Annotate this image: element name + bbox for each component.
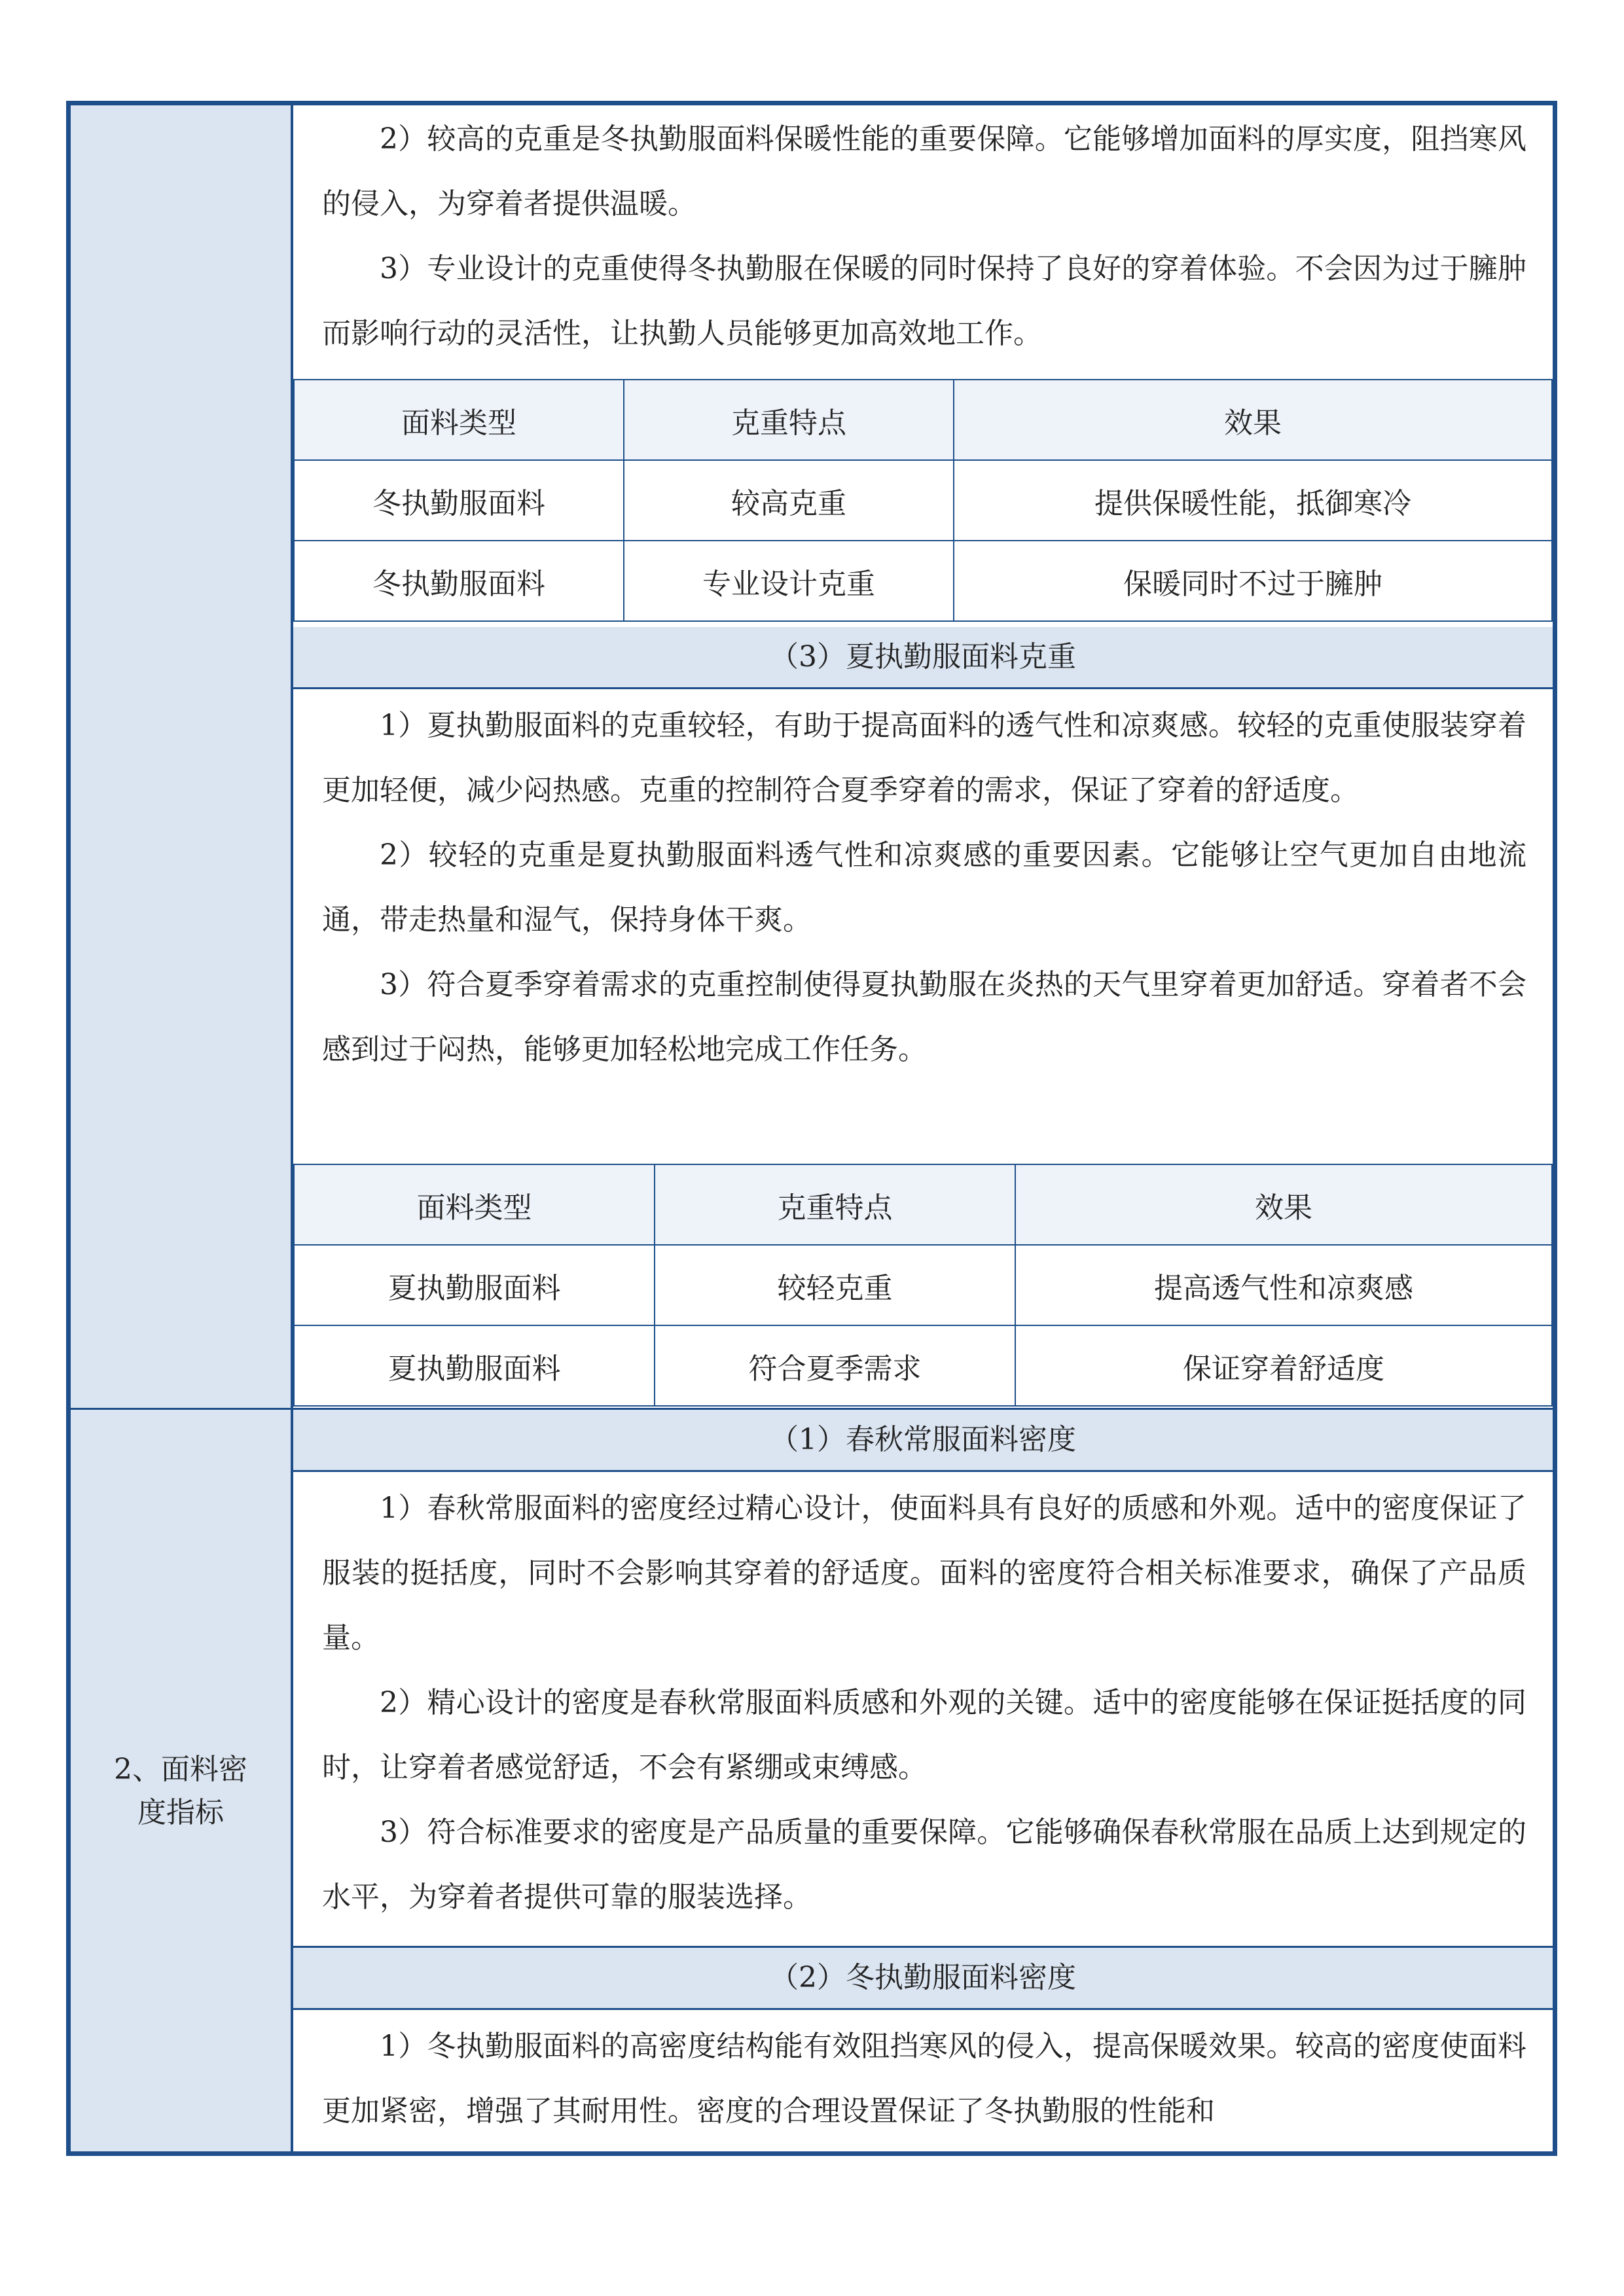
table-cell: 符合夏季需求 <box>655 1325 1015 1406</box>
paragraph: 1）春秋常服面料的密度经过精心设计，使面料具有良好的质感和外观。适中的密度保证了服装的挺括度，同时不会影响其穿着的舒适度。面料的密度符合相关标准要求，确保了产品质量。 <box>322 1492 1526 1655</box>
divider-line <box>293 2008 1553 2010</box>
right-content-column <box>293 105 1553 2151</box>
paragraph: 3）专业设计的克重使得冬执勤服在保暖的同时保持了良好的穿着体验。不会因为过于臃肿而影响行动的灵活性，让执勤人员能够更加高效地工作。 <box>322 252 1526 350</box>
row-label-line-1: 2、面料密 <box>114 1753 247 1786</box>
table-cell: 夏执勤服面料 <box>294 1325 655 1406</box>
table-cell: 提高透气性和凉爽感 <box>1015 1245 1552 1325</box>
table-row <box>294 1245 1552 1325</box>
table-header-row <box>294 1164 1552 1245</box>
row-divider <box>71 1408 293 1410</box>
paragraph: 1）夏执勤服面料的克重较轻，有助于提高面料的透气性和凉爽感。较轻的克重使服装穿着更加轻便，减少闷热感。克重的控制符合夏季穿着的需求，保证了穿着的舒适度。 <box>322 709 1526 807</box>
row-label-line-2: 度指标 <box>137 1796 224 1829</box>
row-label-fabric-density <box>71 1748 291 1835</box>
table-cell: 保暖同时不过于臃肿 <box>954 541 1552 621</box>
table-header-cell: 面料类型 <box>294 380 624 460</box>
table-cell: 冬执勤服面料 <box>294 541 624 621</box>
summer-weight-table <box>293 1164 1553 1407</box>
paragraph: 3）符合标准要求的密度是产品质量的重要保障。它能够确保春秋常服在品质上达到规定的水平，为穿着者提供可靠的服装选择。 <box>322 1816 1526 1914</box>
winter-density-paragraphs <box>293 2014 1553 2144</box>
divider-line <box>293 687 1553 689</box>
table-header-cell: 克重特点 <box>655 1164 1015 1245</box>
table-row <box>294 460 1552 541</box>
divider-line <box>293 1470 1553 1472</box>
content-table-frame <box>66 101 1557 2156</box>
table-header-cell: 面料类型 <box>294 1164 655 1245</box>
table-header-cell: 克重特点 <box>624 380 954 460</box>
section-title-winter-density: （2）冬执勤服面料密度 <box>293 1948 1553 2008</box>
table-header-cell: 效果 <box>954 380 1552 460</box>
table-header-cell: 效果 <box>1015 1164 1552 1245</box>
winter-weight-table <box>293 379 1553 622</box>
table-cell: 夏执勤服面料 <box>294 1245 655 1325</box>
table-row <box>294 541 1552 621</box>
table-row <box>294 1325 1552 1406</box>
table-cell: 提供保暖性能，抵御寒冷 <box>954 460 1552 541</box>
table-header-row <box>294 380 1552 460</box>
table-cell: 专业设计克重 <box>624 541 954 621</box>
spring-density-paragraphs <box>293 1476 1553 1929</box>
paragraph: 2）较高的克重是冬执勤服面料保暖性能的重要保障。它能够增加面料的厚实度，阻挡寒风的侵入，为穿着者提供温暖。 <box>322 122 1526 221</box>
paragraph: 2）精心设计的密度是春秋常服面料质感和外观的关键。适中的密度能够在保证挺括度的同时，让穿着者感觉舒适，不会有紧绷或束缚感。 <box>322 1686 1526 1784</box>
section-title-summer-weight: （3）夏执勤服面料克重 <box>293 627 1553 687</box>
section-title-spring-density: （1）春秋常服面料密度 <box>293 1410 1553 1470</box>
paragraph: 2）较轻的克重是夏执勤服面料透气性和凉爽感的重要因素。它能够让空气更加自由地流通，带走热量和湿气，保持身体干爽。 <box>322 838 1526 937</box>
table-cell: 较高克重 <box>624 460 954 541</box>
winter-weight-paragraphs <box>293 107 1553 366</box>
table-cell: 冬执勤服面料 <box>294 460 624 541</box>
left-label-column <box>71 105 293 2151</box>
paragraph: 1）冬执勤服面料的高密度结构能有效阻挡寒风的侵入，提高保暖效果。较高的密度使面料更加紧密，增强了其耐用性。密度的合理设置保证了冬执勤服的性能和 <box>322 2030 1526 2128</box>
table-cell: 保证穿着舒适度 <box>1015 1325 1552 1406</box>
table-cell: 较轻克重 <box>655 1245 1015 1325</box>
summer-weight-paragraphs <box>293 693 1553 1082</box>
paragraph: 3）符合夏季穿着需求的克重控制使得夏执勤服在炎热的天气里穿着更加舒适。穿着者不会感到过于闷热，能够更加轻松地完成工作任务。 <box>322 968 1526 1066</box>
